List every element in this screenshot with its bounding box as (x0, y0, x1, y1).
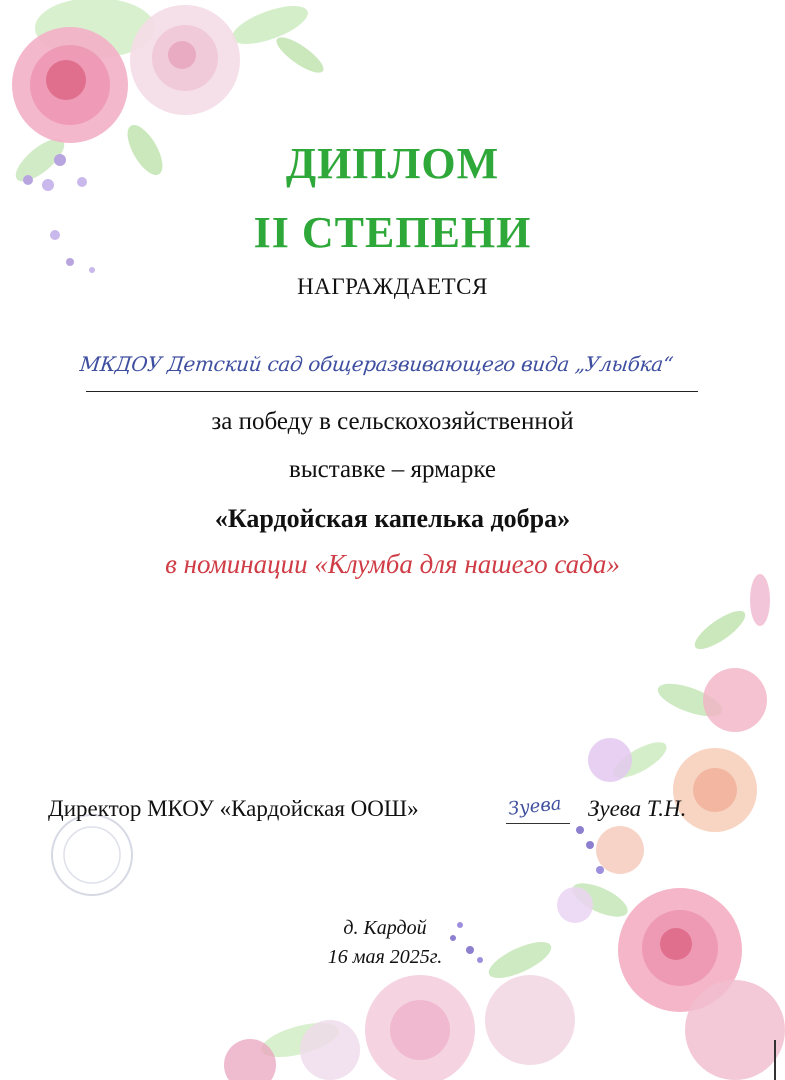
nomination: в номинации «Клумба для нашего сада» (165, 549, 620, 579)
bottom-right-bouquet (224, 574, 785, 1080)
event-name: «Кардойская капелька добра» (214, 504, 571, 533)
diploma-degree: II СТЕПЕНИ (253, 208, 532, 257)
diploma-title: ДИПЛОМ (285, 139, 500, 188)
place: д. Кардой (343, 917, 427, 939)
director-name: Зуева Т.Н. (588, 796, 687, 821)
stamp-mark (52, 815, 132, 895)
recipient-handwritten: МКДОУ Детский сад общеразвивающего вида „Улыбка“ (78, 352, 675, 376)
director-signature: Зуева (507, 793, 563, 820)
recipient-underline (86, 391, 698, 392)
reason-line-1: за победу в сельскохозяйственной (211, 408, 574, 435)
signature-underline (506, 823, 570, 824)
reason-line-2: выставке – ярмарке (289, 456, 496, 483)
date: 16 мая 2025г. (327, 946, 443, 968)
awarded-label: НАГРАЖДАЕТСЯ (297, 274, 488, 299)
director-label: Директор МКОУ «Кардойская ООШ» (48, 796, 419, 821)
